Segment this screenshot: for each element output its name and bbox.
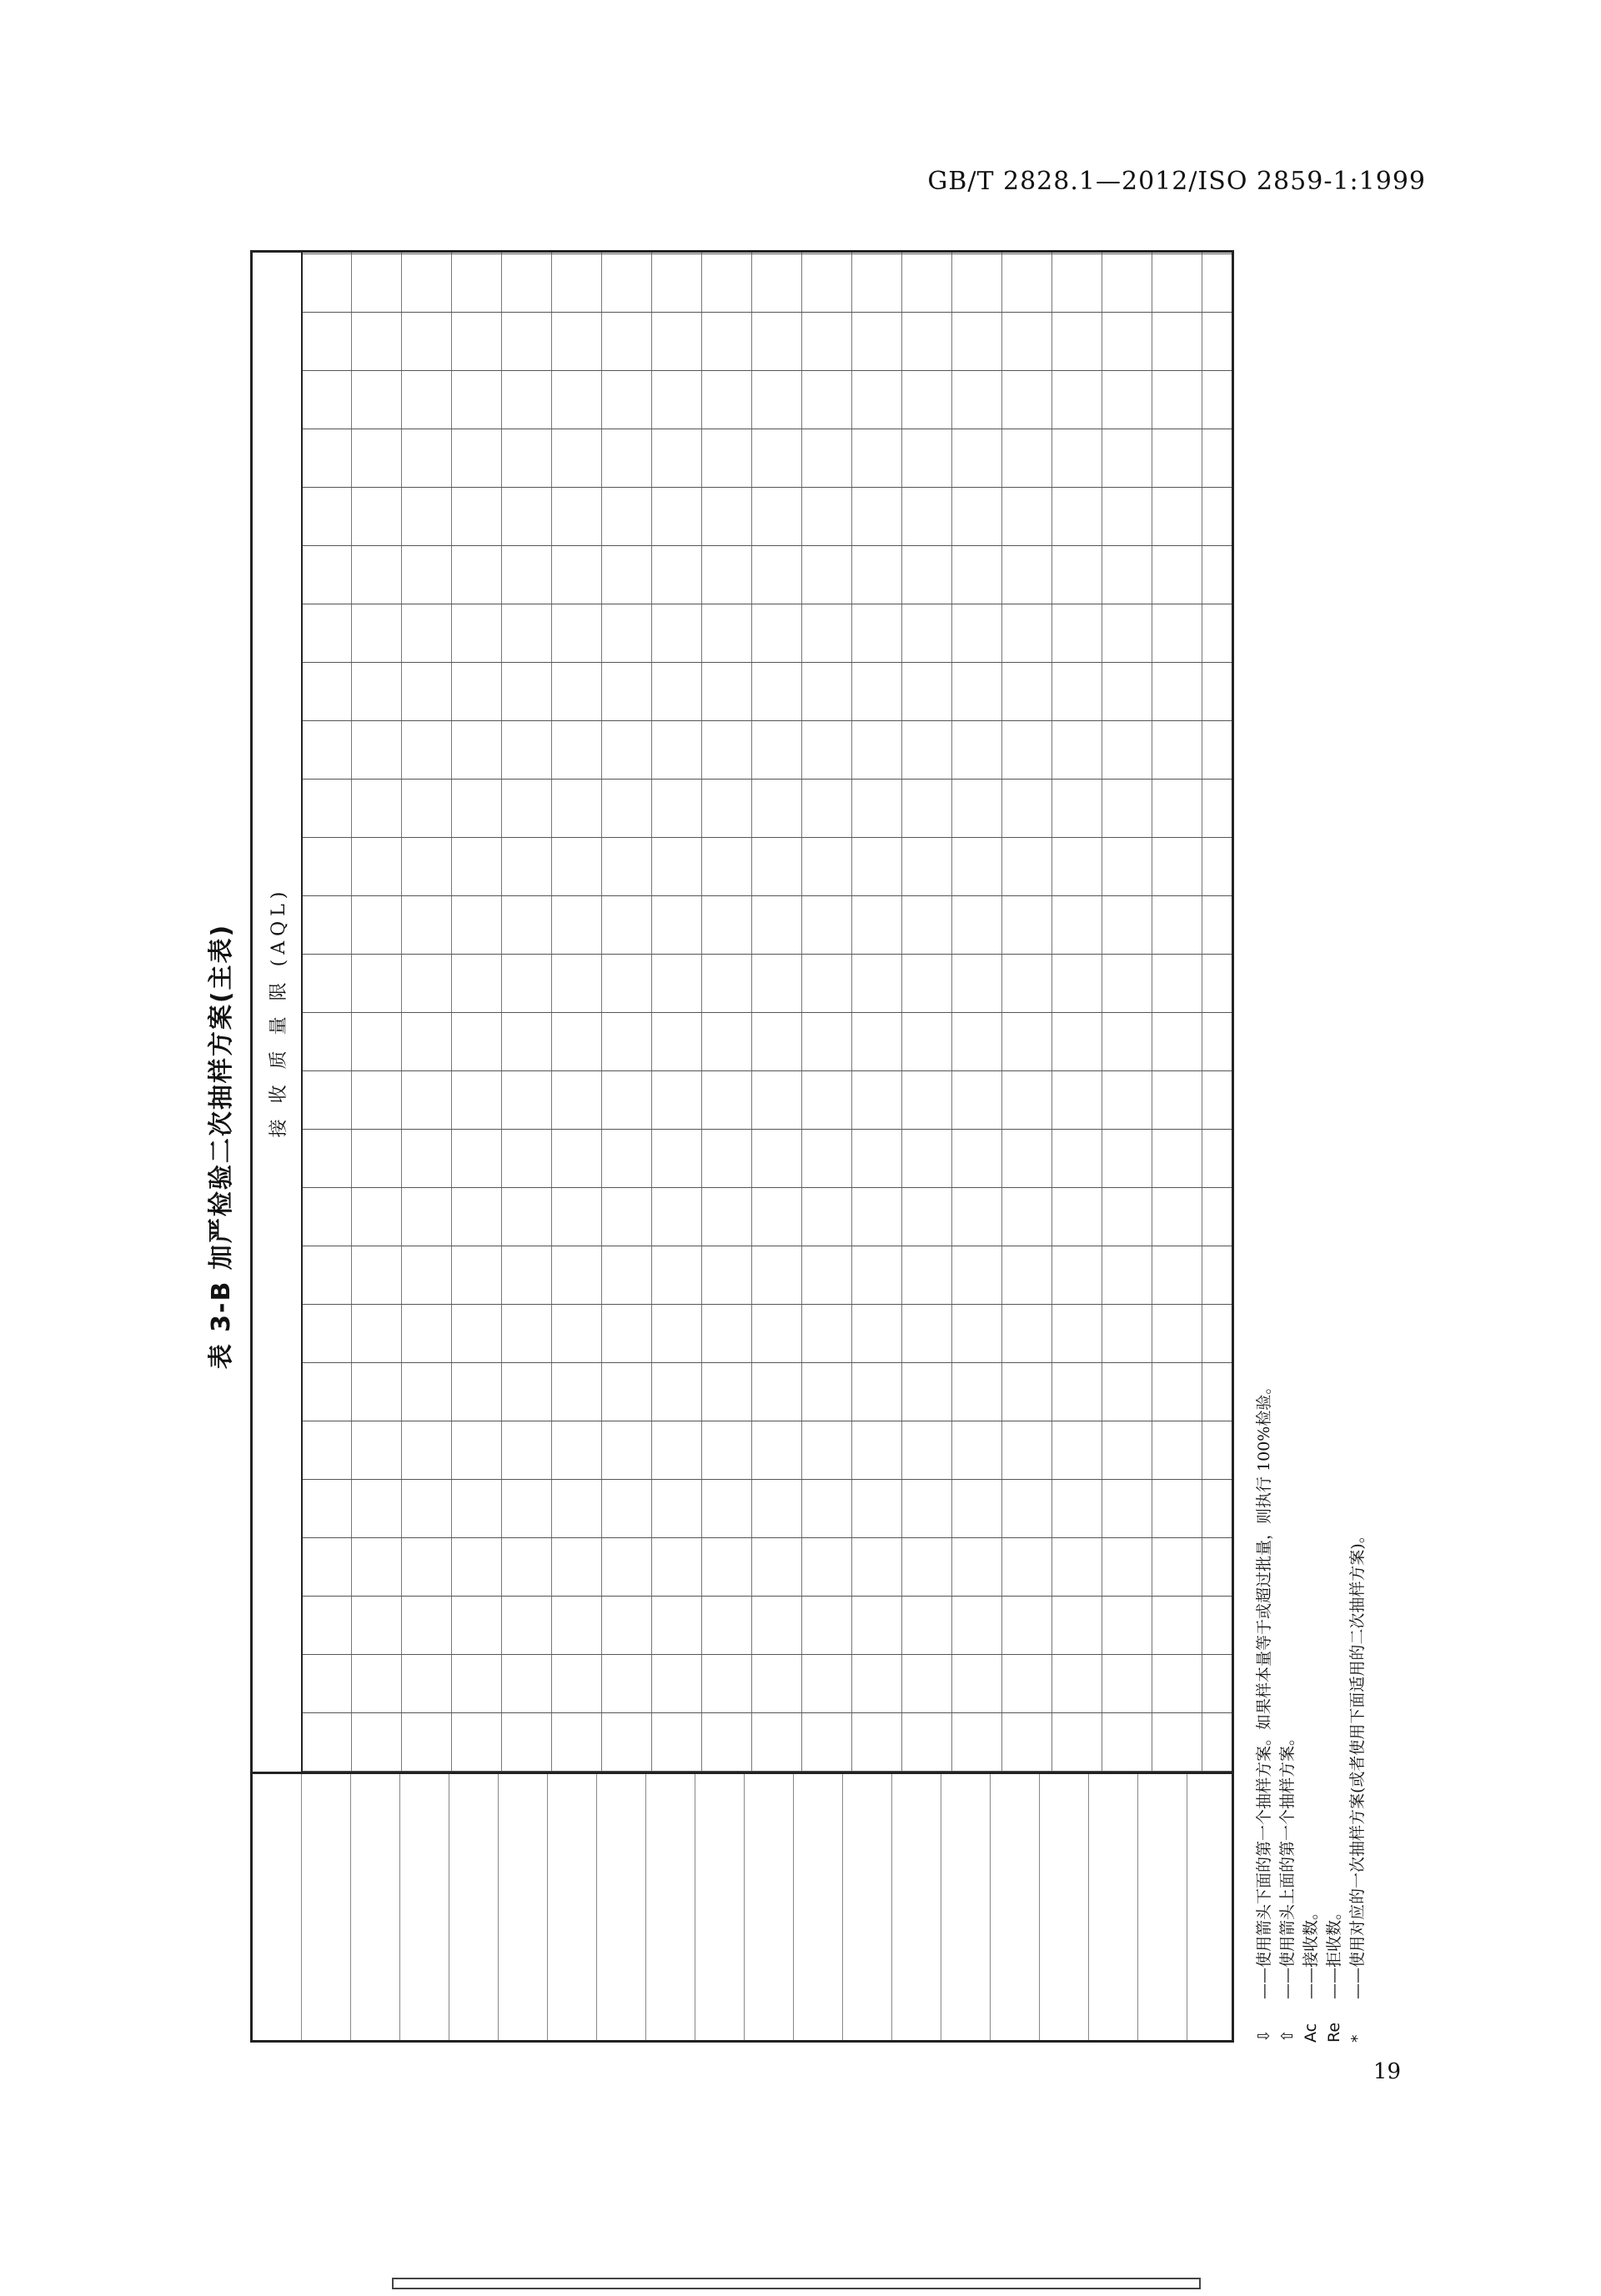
- legend-item: ⇩——使用箭头下面的第一个抽样方案。如果样本量等于或超过批量，则执行 100%检验。: [1252, 250, 1276, 2043]
- legend-symbol: Re: [1325, 2022, 1343, 2043]
- sampling-plan-table: [250, 250, 1234, 2043]
- legend-symbol: Ac: [1302, 2023, 1320, 2043]
- asterisk-icon: *: [1348, 2034, 1367, 2043]
- rotated-table-page: [200, 250, 1393, 2043]
- table-title: 表 3-B 加严检验二次抽样方案(主表): [207, 923, 236, 1370]
- legend-item: ⇧——使用箭头上面的第一个抽样方案。: [1276, 250, 1299, 2043]
- standard-code: GB/T 2828.1—2012/ISO 2859-1:1999: [927, 167, 1426, 196]
- arrow-up-icon: ⇧: [1278, 2029, 1297, 2043]
- legend-item: Re——拒收数。: [1322, 250, 1346, 2043]
- page-number: 19: [1373, 2059, 1401, 2084]
- arrow-down-icon: ⇩: [1255, 2029, 1273, 2043]
- scan-edge-bar: [392, 2278, 1201, 2289]
- aql-header: 接 收 质 量 限 (AQL): [253, 253, 303, 1772]
- legend-item: *——使用对应的一次抽样方案(或者使用下面适用的二次抽样方案)。: [1346, 250, 1369, 2043]
- legend: [1252, 250, 1369, 2043]
- legend-item: Ac——接收数。: [1299, 250, 1322, 2043]
- sample-size-columns: [253, 1772, 1232, 2040]
